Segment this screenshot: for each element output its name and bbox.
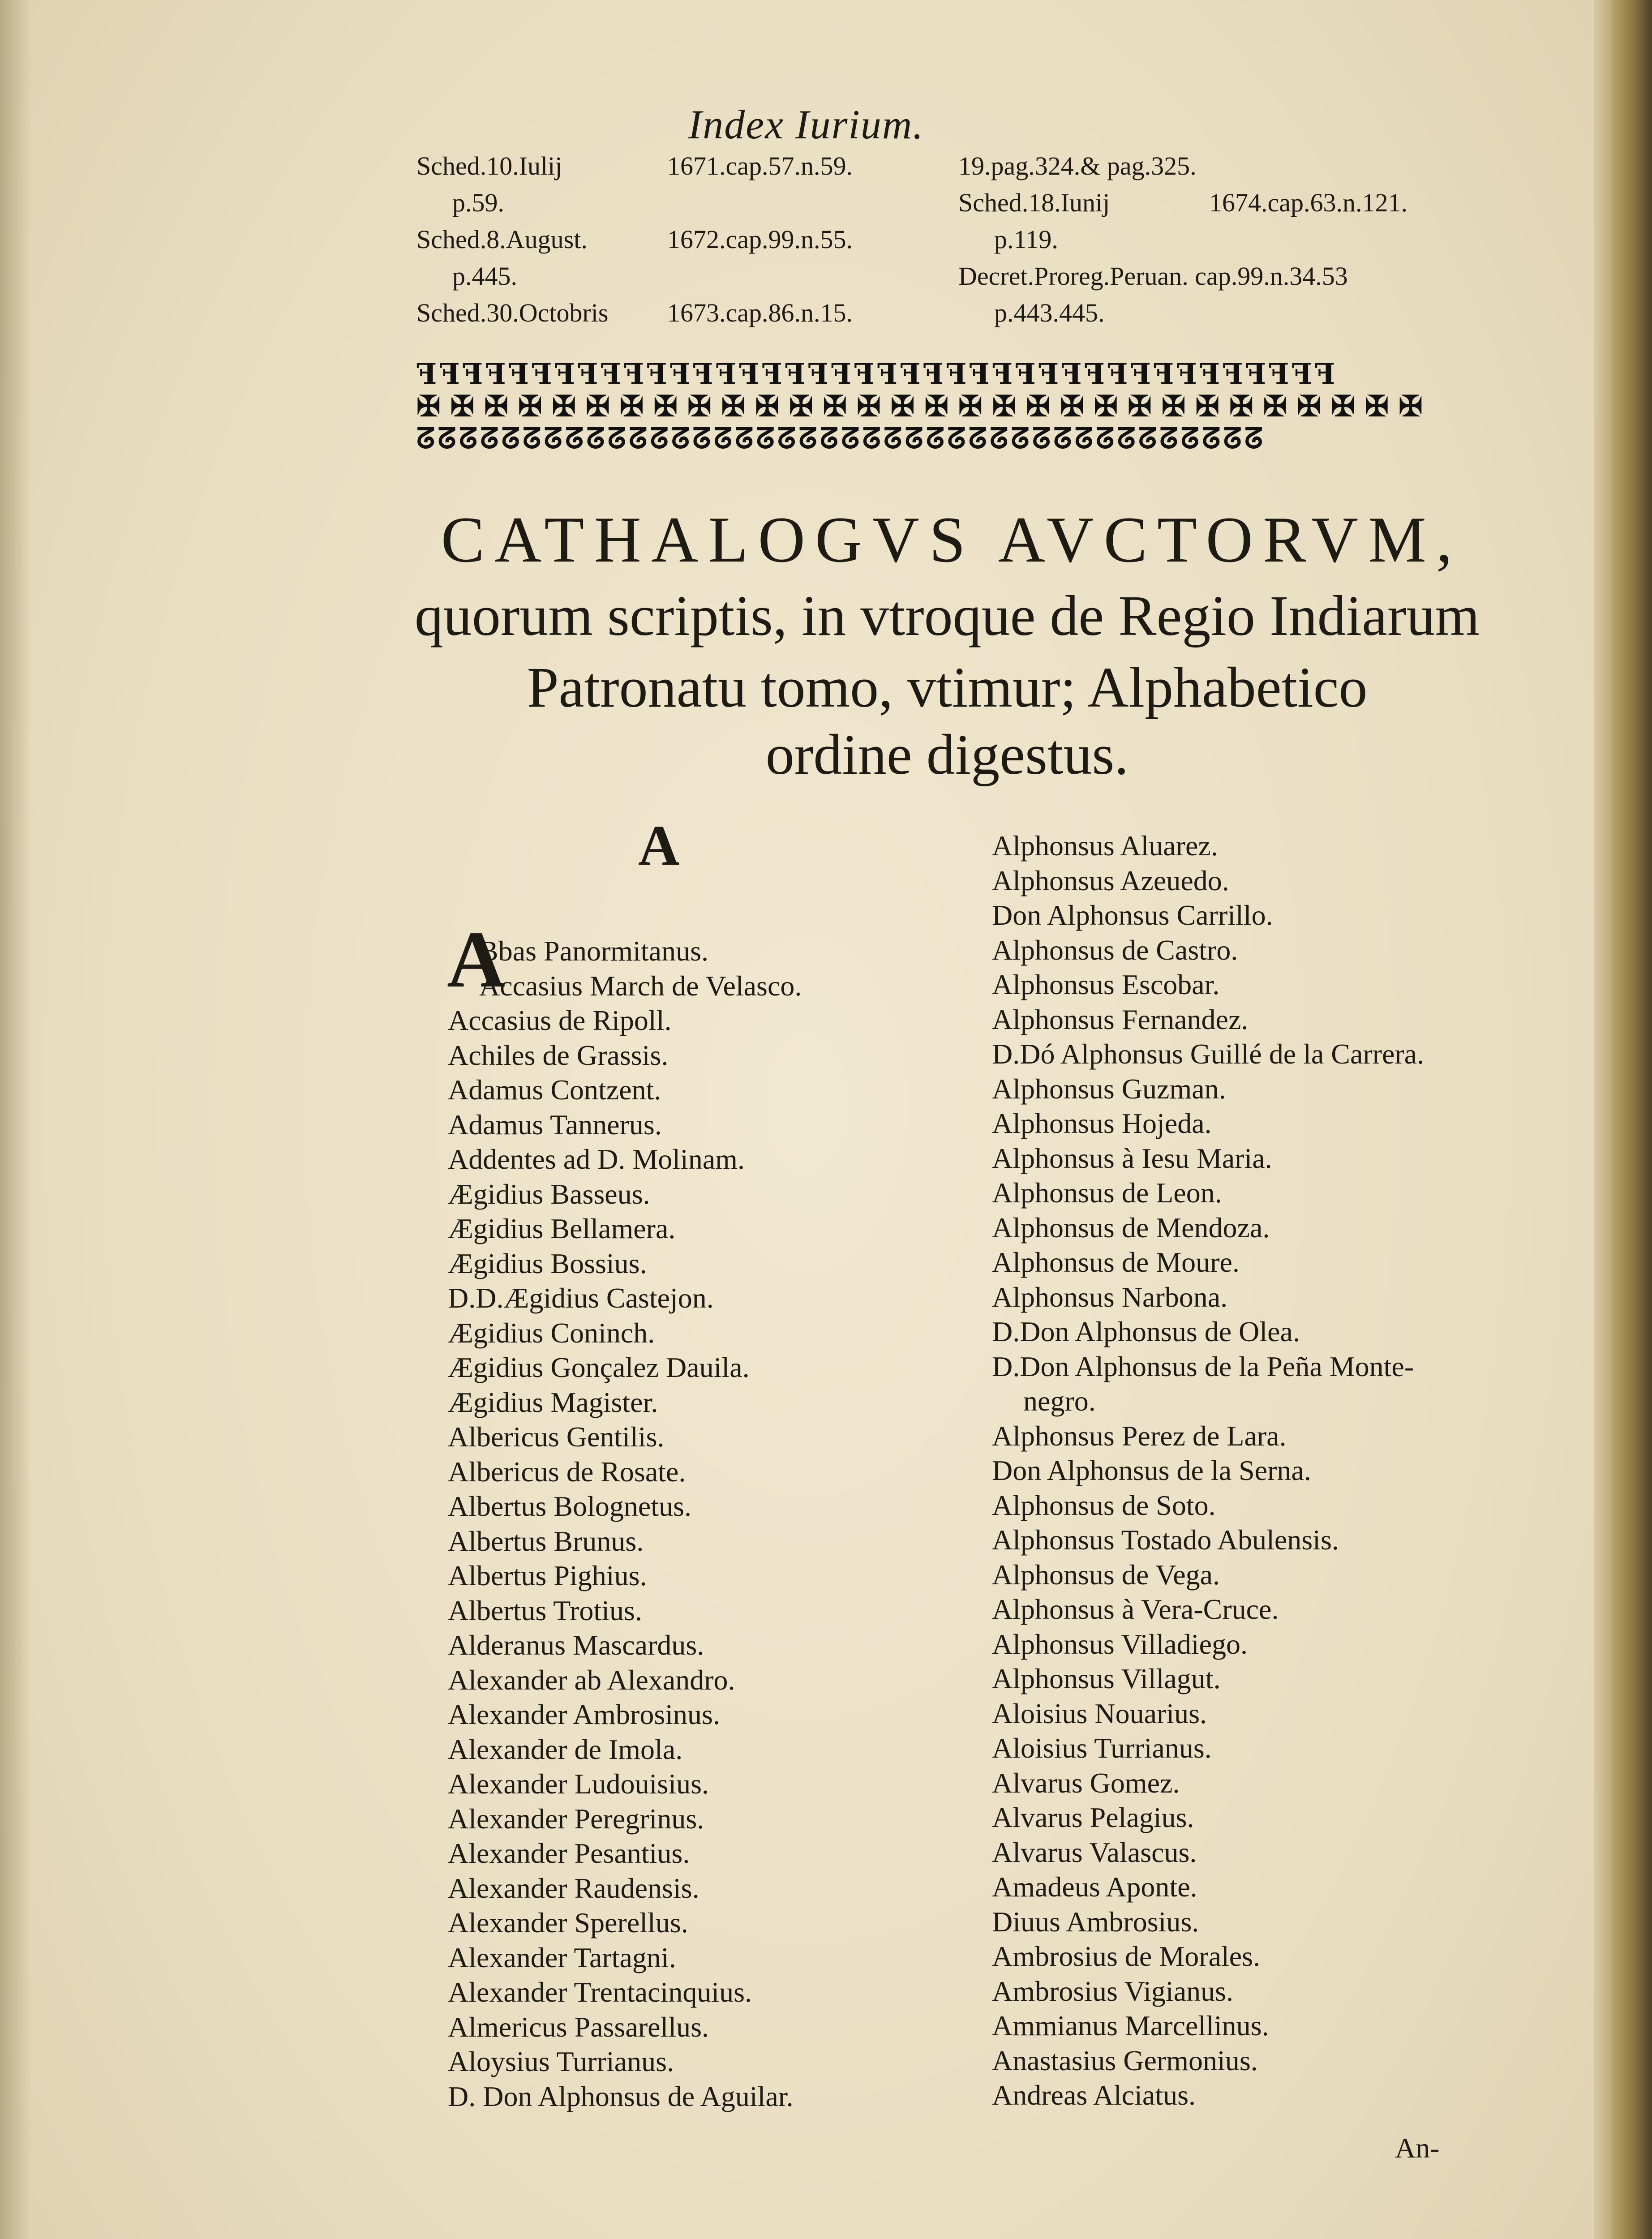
author-entry: Alphonsus de Soto.	[992, 1489, 1216, 1521]
author-entry: D.Don Alphonsus de Olea.	[992, 1316, 1300, 1347]
authors-right-column	[992, 828, 1424, 2113]
author-entry: Adamus Contzent.	[448, 1074, 661, 1106]
index-iurium-left-column	[416, 148, 931, 331]
ornament-row: ✠✠✠✠✠✠✠✠✠✠✠✠✠✠✠✠✠✠✠✠✠✠✠✠✠✠✠✠✠✠	[416, 390, 1433, 422]
author-entry: Albertus Pighius.	[448, 1560, 647, 1591]
author-entry: Alphonsus de Castro.	[992, 934, 1238, 966]
ornament-row: ꟻꟻꟻꟻꟻꟻꟻꟻꟻꟻꟻꟻꟻꟻꟻꟻꟻꟻꟻꟻꟻꟻꟻꟻꟻꟻꟻꟻꟻꟻꟻꟻꟻꟻꟻꟻꟻꟻꟻꟻ	[416, 358, 1338, 390]
author-entry: Albertus Trotius.	[448, 1594, 642, 1626]
index-entry	[958, 184, 1496, 221]
author-entry: Alphonsus Aluarez.	[992, 830, 1218, 862]
index-entry	[416, 295, 931, 331]
drop-capital: A	[447, 915, 505, 1004]
author-entry: Ægidius Bossius.	[448, 1247, 647, 1279]
author-entry: Alphonsus Hojeda.	[992, 1107, 1212, 1139]
author-entry: Alderanus Mascardus.	[448, 1629, 704, 1661]
author-entry: Alexander Peregrinus.	[448, 1802, 704, 1835]
author-entry: Alexander Raudensis.	[448, 1872, 699, 1904]
page-gutter-shadow	[0, 0, 31, 2239]
author-entry: Ægidius Magister.	[448, 1386, 658, 1418]
running-head: Index Iurium.	[688, 102, 924, 147]
index-entry	[416, 148, 931, 184]
author-entry: Albertus Brunus.	[448, 1525, 644, 1557]
author-entry: Ambrosius de Morales.	[992, 1940, 1261, 1972]
catalog-subtitle-line: Patronatu tomo, vtimur; Alphabetico	[527, 656, 1368, 719]
index-entry	[958, 258, 1496, 295]
index-entry	[416, 184, 931, 221]
author-entry: Accasius March de Velasco.	[479, 969, 802, 1002]
author-entry: Alvarus Valascus.	[992, 1836, 1197, 1868]
author-entry: Alphonsus de Mendoza.	[992, 1211, 1270, 1244]
author-entry: Ambrosius Vigianus.	[992, 1975, 1233, 2007]
author-entry: Ægidius Coninch.	[448, 1317, 655, 1349]
author-entry: D.Don Alphonsus de la Peña Monte-	[992, 1350, 1414, 1382]
author-entry: Ægidius Basseus.	[448, 1178, 650, 1210]
author-entry: Alexander Ludouisius.	[448, 1768, 709, 1800]
index-entry-source: Sched.10.Iulij	[416, 151, 562, 180]
author-entry: Ægidius Bellamera.	[448, 1213, 676, 1244]
author-entry: Alexander de Imola.	[448, 1733, 683, 1765]
author-entry: Almericus Passarellus.	[448, 2011, 709, 2043]
index-entry-source: 19.pag.324.& pag.325.	[958, 151, 1197, 180]
author-entry: Alphonsus Narbona.	[992, 1281, 1228, 1313]
page-edge	[1594, 0, 1612, 2239]
author-entry: Accasius de Ripoll.	[448, 1004, 672, 1036]
section-letter-heading: A	[638, 814, 680, 877]
author-entry: Alphonsus Azeuedo.	[992, 864, 1229, 896]
author-entry: negro.	[1023, 1385, 1096, 1417]
index-entry	[416, 221, 931, 258]
author-entry: Alexander Pesantius.	[448, 1837, 690, 1869]
author-entry: Alphonsus Escobar.	[992, 969, 1220, 1000]
index-entry	[416, 258, 931, 295]
author-entry: Alexander ab Alexandro.	[448, 1664, 735, 1696]
index-entry-reference: 1673.cap.86.n.15.	[667, 298, 853, 327]
author-entry: Alphonsus de Leon.	[992, 1177, 1222, 1209]
ornament-row: ᘔᘔᘔᘔᘔᘔᘔᘔᘔᘔᘔᘔᘔᘔᘔᘔᘔᘔᘔᘔᘔᘔᘔᘔᘔᘔᘔᘔᘔᘔᘔᘔᘔᘔᘔᘔᘔᘔᘔᘔ	[416, 423, 1266, 455]
author-entry: Andreas Alciatus.	[992, 2079, 1196, 2111]
author-entry: Alphonsus Perez de Lara.	[992, 1420, 1287, 1452]
author-entry: Ammianus Marcellinus.	[992, 2010, 1269, 2042]
author-entry: Alphonsus Villadiego.	[992, 1628, 1248, 1660]
author-entry: Alphonsus Villagut.	[992, 1663, 1221, 1694]
author-entry: Aloisius Nouarius.	[992, 1697, 1207, 1729]
author-entry: Aloisius Turrianus.	[992, 1732, 1212, 1764]
index-entry-reference: 1671.cap.57.n.59.	[667, 151, 853, 180]
author-entry: Alphonsus Tostado Abulensis.	[992, 1524, 1339, 1556]
index-entry-source: Sched.8.August.	[416, 225, 588, 254]
author-entry: Don Alphonsus Carrillo.	[992, 899, 1273, 931]
index-entry-source: p.119.	[994, 225, 1058, 254]
book-binding-edge	[1612, 0, 1652, 2239]
index-entry-source: p.443.445.	[994, 298, 1105, 327]
index-entry-source: p.445.	[452, 262, 517, 291]
author-entry: D.D.Ægidius Castejon.	[448, 1282, 714, 1314]
index-entry	[958, 148, 1496, 184]
printers-ornament-band	[416, 358, 1473, 468]
author-entry: D. Don Alphonsus de Aguilar.	[448, 2080, 794, 2112]
catalog-subtitle-line: quorum scriptis, in vtroque de Regio Indiarum	[414, 584, 1480, 648]
index-entry	[958, 295, 1496, 331]
author-entry: Bbas Panormitanus.	[479, 935, 708, 967]
author-entry: Alphonsus Fernandez.	[992, 1003, 1249, 1035]
author-entry: Alphonsus Guzman.	[992, 1072, 1226, 1105]
author-entry: Alphonsus de Vega.	[992, 1558, 1220, 1591]
catalog-subtitle-line: ordine digestus.	[765, 723, 1129, 786]
author-entry: Alphonsus de Moure.	[992, 1246, 1240, 1278]
author-entry: Ægidius Gonçalez Dauila.	[448, 1351, 750, 1383]
author-entry: Alvarus Pelagius.	[992, 1801, 1194, 1833]
index-entry-reference: 1672.cap.99.n.55.	[667, 225, 853, 254]
author-entry: Alphonsus à Iesu Maria.	[992, 1142, 1272, 1174]
author-entry: Achiles de Grassis.	[448, 1039, 669, 1071]
author-entry: Albericus Gentilis.	[448, 1421, 665, 1453]
author-entry: Albericus de Rosate.	[448, 1455, 686, 1488]
index-entry-source: Sched.30.Octobris	[416, 298, 609, 327]
catchword: An-	[1395, 2132, 1440, 2164]
author-entry: Addentes ad D. Molinam.	[448, 1143, 745, 1175]
index-entry-source: Decret.Proreg.Peruan. cap.99.n.34.53	[958, 262, 1348, 291]
author-entry: Albertus Bolognetus.	[448, 1490, 691, 1522]
author-entry: Alphonsus à Vera-Cruce.	[992, 1593, 1279, 1625]
author-entry: Don Alphonsus de la Serna.	[992, 1454, 1311, 1486]
catalog-title: CATHALOGVS AVCTORVM,	[441, 503, 1463, 576]
author-entry: Alexander Ambrosinus.	[448, 1699, 720, 1730]
index-entry-source: Sched.18.Iunij	[958, 188, 1110, 217]
authors-left-column	[448, 934, 802, 2114]
index-entry	[958, 221, 1496, 258]
author-entry: Alvarus Gomez.	[992, 1767, 1180, 1799]
author-entry: Diuus Ambrosius.	[992, 1905, 1199, 1938]
author-entry: D.Dó Alphonsus Guillé de la Carrera.	[992, 1038, 1425, 1070]
author-entry: Aloysius Turrianus.	[448, 2046, 674, 2077]
author-entry: Alexander Trentacinquius.	[448, 1976, 752, 2008]
index-entry-reference: 1674.cap.63.n.121.	[1209, 188, 1407, 217]
index-entry-source: p.59.	[452, 188, 504, 217]
author-entry: Amadeus Aponte.	[992, 1871, 1197, 1903]
author-entry: Alexander Sperellus.	[448, 1907, 688, 1939]
author-entry: Alexander Tartagni.	[448, 1941, 676, 1973]
author-entry: Adamus Tannerus.	[448, 1108, 662, 1141]
index-iurium-right-column	[958, 148, 1496, 331]
author-entry: Anastasius Germonius.	[992, 2044, 1258, 2076]
